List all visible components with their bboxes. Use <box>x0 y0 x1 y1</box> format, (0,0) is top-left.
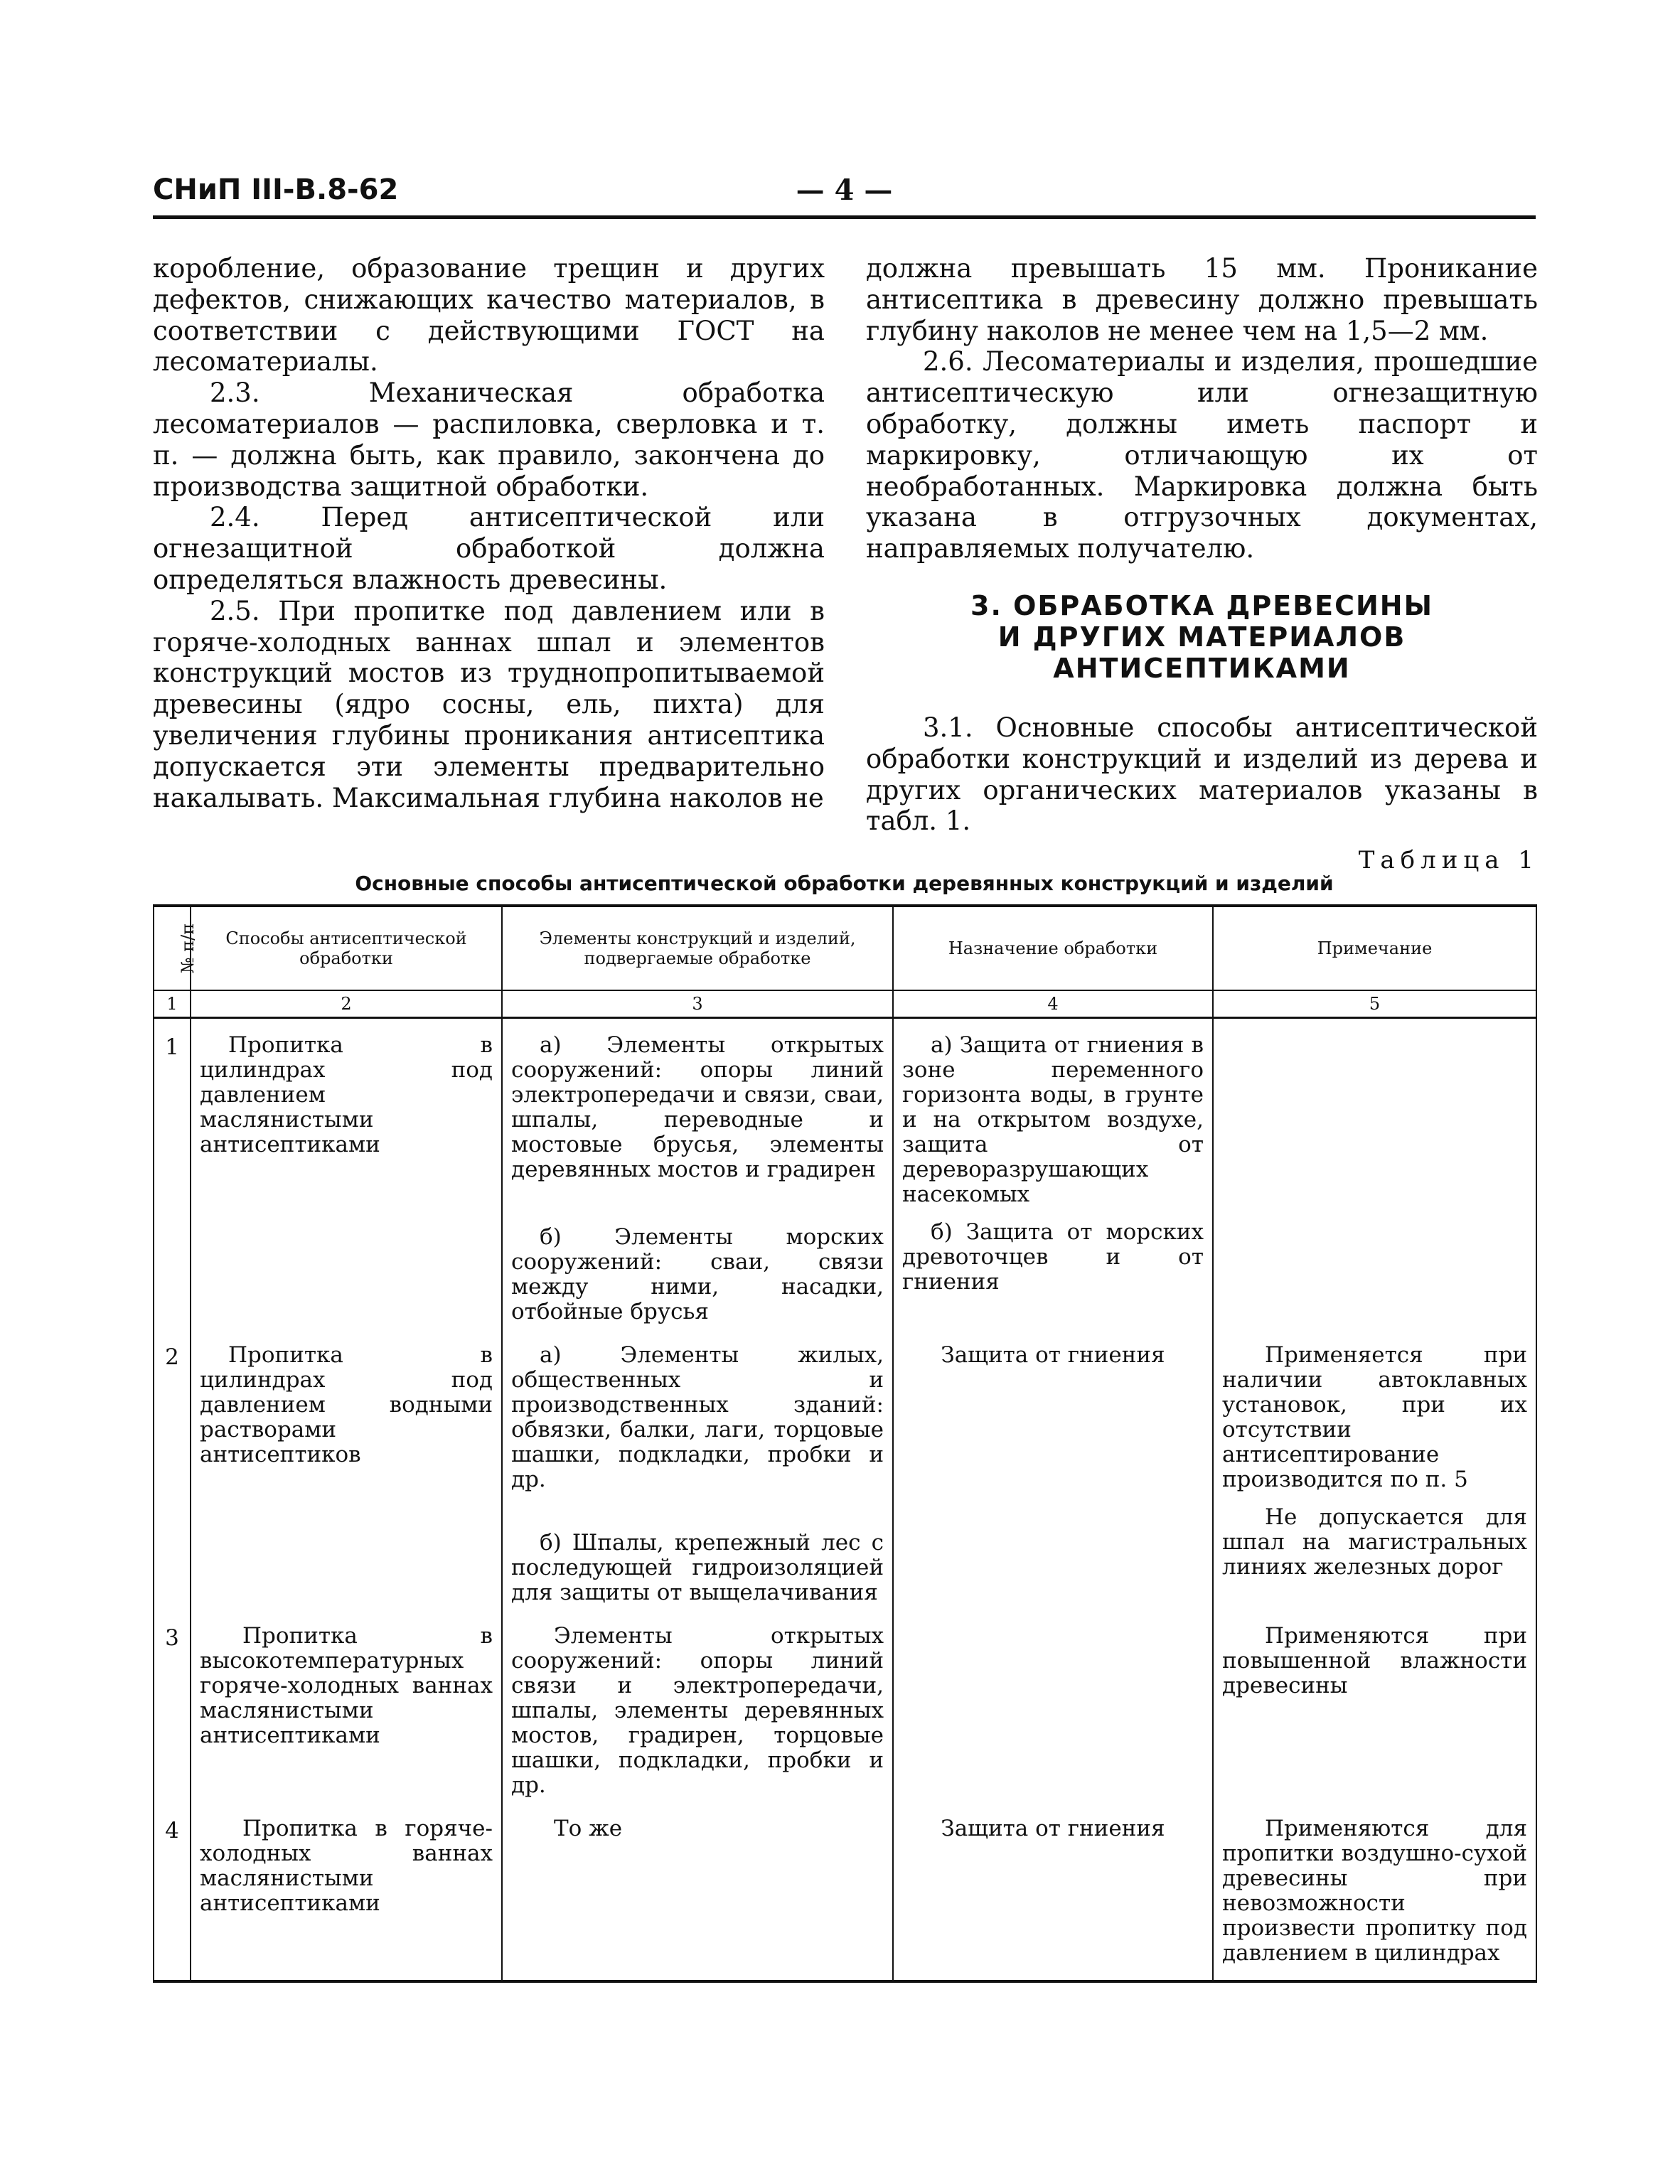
row-number: 1 <box>154 1018 191 1329</box>
paragraph-2-5: 2.5. При пропитке под давлением или в горяче-холодных ваннах шпал и элементов конструкций мостов из труднопропитываемой древесины (ядро сосны, ель, пихта) для увеличения глубины проникания антисептика допускается эти элементы предварительно накалывать. Максимальная глубина наколов не <box>153 595 825 813</box>
header-note: Примечание <box>1213 906 1536 990</box>
section-title-line-1: 3. ОБРАБОТКА ДРЕВЕСИНЫ <box>970 589 1433 621</box>
paragraph-2-3: 2.3. Механическая обработка лесоматериалов — распиловка, сверловка и т. п. — должна быть, как правило, закончена до производства защитной обработки. <box>153 378 825 502</box>
row-number: 3 <box>154 1610 191 1802</box>
document-code: СНиП III-В.8-62 <box>153 173 399 206</box>
elements-cell: а) Элементы открытых сооружений: опоры линий электропередачи и связи, сваи, шпалы, переводные и мостовые брусья, элементы деревянных мостов и градирен б) Элементы морских сооружений: сваи, связи между ними, насадки, отбойные брусья <box>502 1018 893 1329</box>
row-number: 4 <box>154 1802 191 1981</box>
methods-table <box>153 904 1537 1983</box>
paragraph-continued: коробление, образование трещин и других дефектов, снижающих качество материалов, в соответствии с действующими ГОСТ на лесоматериалы. <box>153 253 825 378</box>
table-row <box>154 1018 1536 1329</box>
row-number: 2 <box>154 1329 191 1610</box>
purpose-cell <box>893 1610 1213 1802</box>
page-header <box>153 173 1536 218</box>
page-number: — 4 — <box>796 173 893 207</box>
note-cell: Применяются для пропитки воздушно-сухой древесины при невозможности произвести пропитку под давлением в цилиндрах <box>1213 1802 1536 1981</box>
elements-cell: а) Элементы жилых, общественных и производственных зданий: обвязки, балки, лаги, торцовые шашки, подкладки, пробки и др. б) Шпалы, крепежный лес с последующей гидроизоляцией для защиты от выщелачивания <box>502 1329 893 1610</box>
purpose-cell: а) Защита от гниения в зоне переменного горизонта воды, в грунте и на открытом воздухе, защита от дереворазрушающих насекомых б) Защита от морских древоточцев и от гниения <box>893 1018 1213 1329</box>
elements-cell: Элементы открытых сооружений: опоры линий связи и электропередачи, шпалы, элементы деревянных мостов, градирен, торцовые шашки, подкладки, пробки и др. <box>502 1610 893 1802</box>
note-cell <box>1213 1018 1536 1329</box>
header-method: Способы антисептической обработки <box>191 906 502 990</box>
section-title <box>866 590 1538 684</box>
column-number: 2 <box>191 990 502 1018</box>
header-number: № п/п <box>154 906 191 990</box>
column-number: 1 <box>154 990 191 1018</box>
column-number-row <box>154 990 1536 1018</box>
note-cell: Применяется при наличии автоклавных установок, при их отсутствии антисептирование производится по п. 5 Не допускается для шпал на магистральных линиях железных дорог <box>1213 1329 1536 1610</box>
column-number: 4 <box>893 990 1213 1018</box>
table-label: Таблица 1 <box>1358 846 1539 874</box>
method-cell: Пропитка в цилиндрах под давлением маслянистыми антисептиками <box>191 1018 502 1329</box>
left-column <box>153 253 825 813</box>
paragraph-2-6: 2.6. Лесоматериалы и изделия, прошедшие антисептическую или огнезащитную обработку, должны иметь паспорт и маркировку, отличающую их от необработанных. Маркировка должна быть указана в отгрузочных документах, направляемых получателю. <box>866 346 1538 564</box>
column-number: 3 <box>502 990 893 1018</box>
section-title-line-2: И ДРУГИХ МАТЕРИАЛОВ <box>997 621 1406 653</box>
table-header-row <box>154 906 1536 990</box>
header-purpose: Назначение обработки <box>893 906 1213 990</box>
table-row <box>154 1802 1536 1981</box>
note-cell: Применяются при повышенной влажности древесины <box>1213 1610 1536 1802</box>
column-number: 5 <box>1213 990 1536 1018</box>
table-row <box>154 1610 1536 1802</box>
right-column <box>866 253 1538 837</box>
elements-cell: То же <box>502 1802 893 1981</box>
purpose-cell: Защита от гниения <box>893 1329 1213 1610</box>
header-elements: Элементы конструкций и изделий, подвергаемые обработке <box>502 906 893 990</box>
table-row <box>154 1329 1536 1610</box>
purpose-cell: Защита от гниения <box>893 1802 1213 1981</box>
method-cell: Пропитка в цилиндрах под давлением водными растворами антисептиков <box>191 1329 502 1610</box>
paragraph-3-1: 3.1. Основные способы антисептической обработки конструкций и изделий из дерева и других органических материалов указаны в табл. 1. <box>866 712 1538 837</box>
method-cell: Пропитка в горяче-холодных ваннах маслянистыми антисептиками <box>191 1802 502 1981</box>
paragraph-2-5-continued: должна превышать 15 мм. Проникание антисептика в древесину должно превышать глубину наколов не менее чем на 1,5—2 мм. <box>866 253 1538 346</box>
header-rule <box>153 215 1536 219</box>
section-title-line-3: АНТИСЕПТИКАМИ <box>1053 652 1351 684</box>
paragraph-2-4: 2.4. Перед антисептической или огнезащитной обработкой должна определяться влажность древесины. <box>153 502 825 595</box>
table-caption: Основные способы антисептической обработки деревянных конструкций и изделий <box>355 872 1334 895</box>
method-cell: Пропитка в высокотемпературных горяче-холодных ваннах маслянистыми антисептиками <box>191 1610 502 1802</box>
